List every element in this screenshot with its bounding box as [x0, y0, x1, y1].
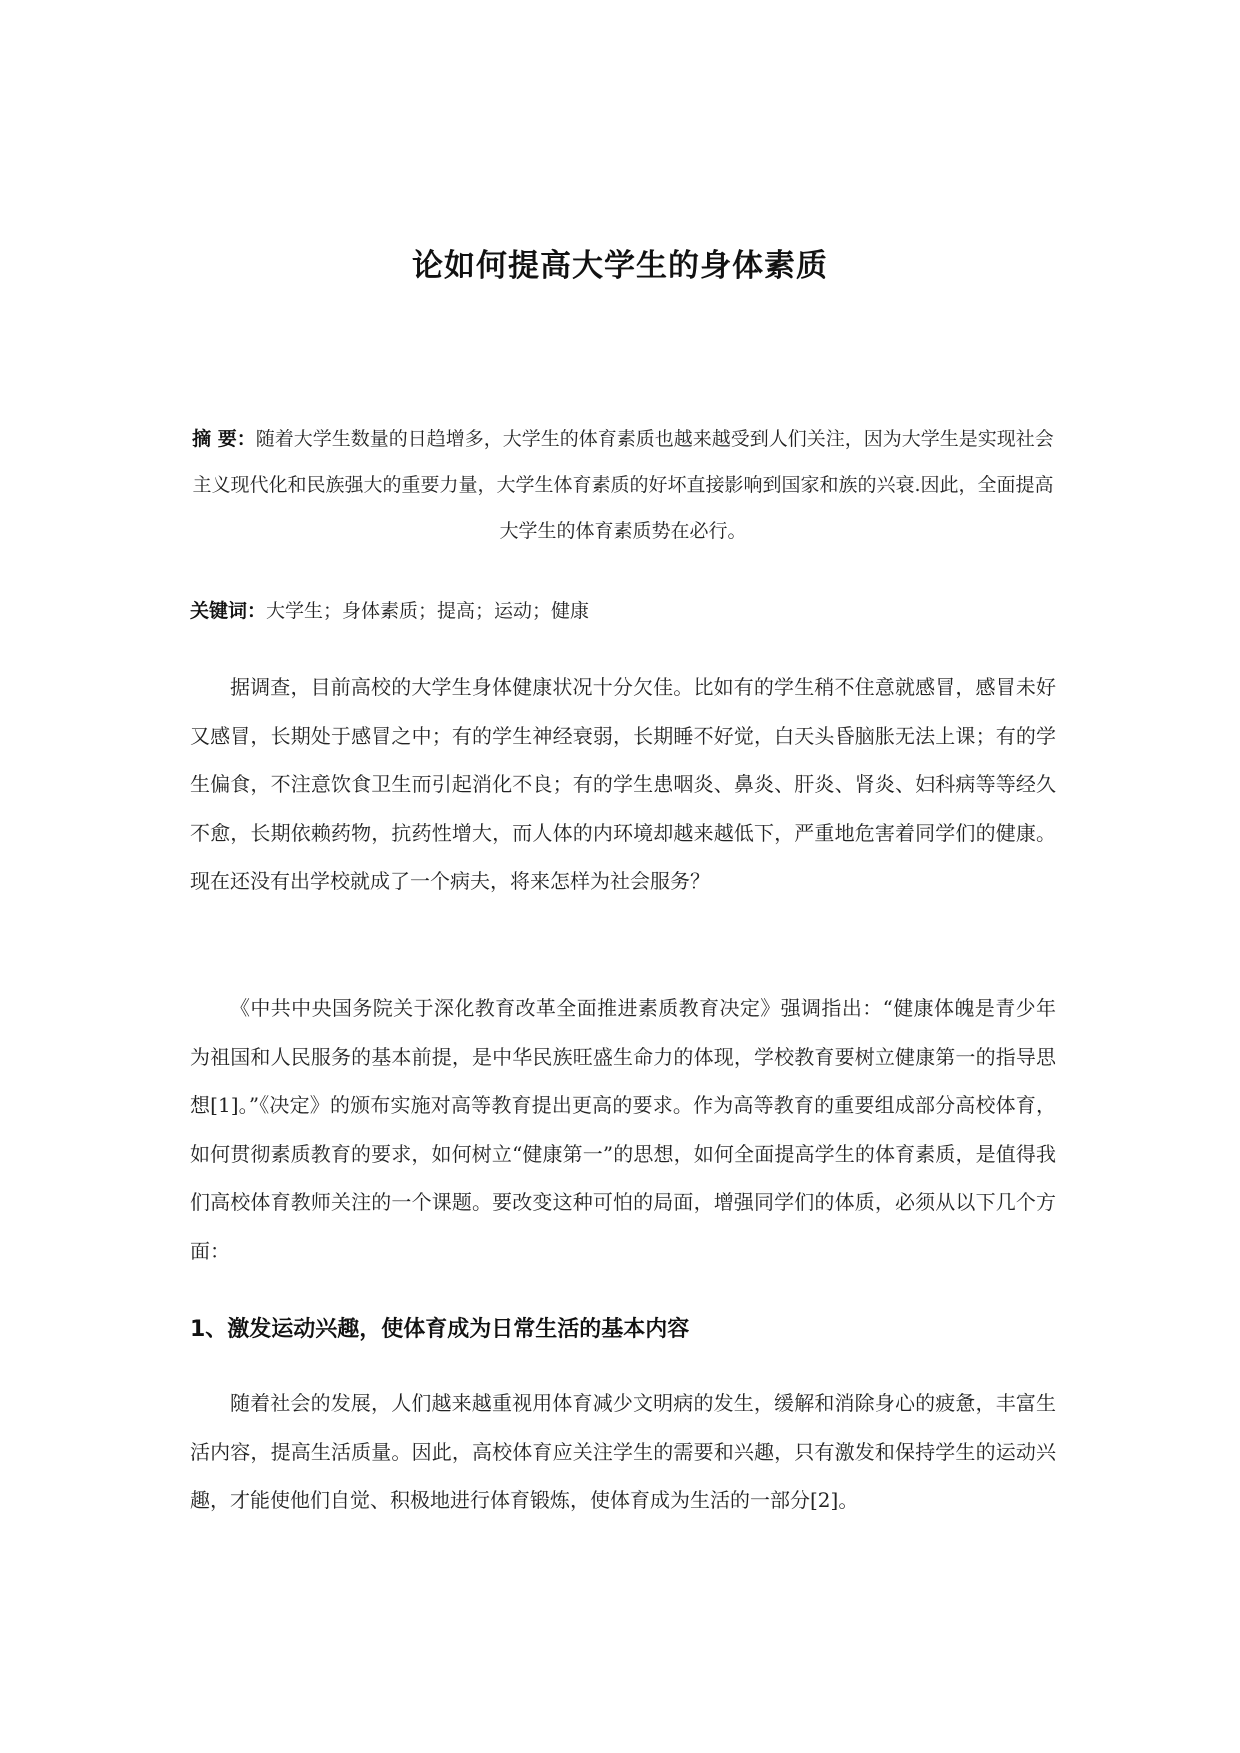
abstract-text: 随着大学生数量的日趋增多，大学生的体育素质也越来越受到人们关注，因为大学生是实现社会主义现代化和民族强大的重要力量，大学生体育素质的好坏直接影响到国家和族的兴衰.因此，全面提高大学生的体育素质势在必行。	[192, 428, 1054, 542]
keywords-label: 关键词：	[190, 600, 267, 622]
body-paragraph: 据调查，目前高校的大学生身体健康状况十分欠佳。比如有的学生稍不住意就感冒，感冒未好又感冒，长期处于感冒之中；有的学生神经衰弱，长期睡不好觉，白天头昏脑胀无法上课；有的学生偏食，不注意饮食卫生而引起消化不良；有的学生患咽炎、鼻炎、肝炎、肾炎、妇科病等等经久不愈，长期依赖药物，抗药性增大，而人体的内环境却越来越低下，严重地危害着同学们的健康。现在还没有出学校就成了一个病夫，将来怎样为社会服务？	[190, 675, 1056, 893]
abstract	[190, 416, 1056, 554]
keywords-text: 大学生；身体素质；提高；运动；健康	[266, 600, 590, 622]
section-paragraph: 随着社会的发展，人们越来越重视用体育减少文明病的发生，缓解和消除身心的疲惫，丰富生活内容，提高生活质量。因此，高校体育应关注学生的需要和兴趣，只有激发和保持学生的运动兴趣，才能使他们自觉、积极地进行体育锻炼，使体育成为生活的一部分[2]。	[190, 1391, 1056, 1512]
keywords	[190, 594, 1056, 628]
document-title: 论如何提高大学生的身体素质	[412, 248, 828, 284]
abstract-label: 摘 要：	[192, 428, 256, 450]
section-heading: 1、激发运动兴趣，使体育成为日常生活的基本内容	[190, 1317, 690, 1342]
body-paragraph: 《中共中央国务院关于深化教育改革全面推进素质教育决定》强调指出：“健康体魄是青少年为祖国和人民服务的基本前提，是中华民族旺盛生命力的体现，学校教育要树立健康第一的指导思想[1]。”《决定》的颁布实施对高等教育提出更高的要求。作为高等教育的重要组成部分高校体育，如何贯彻素质教育的要求，如何树立“健康第一”的思想，如何全面提高学生的体育素质，是值得我们高校体育教师关注的一个课题。要改变这种可怕的局面，增强同学们的体质，必须从以下几个方面：	[190, 996, 1056, 1263]
